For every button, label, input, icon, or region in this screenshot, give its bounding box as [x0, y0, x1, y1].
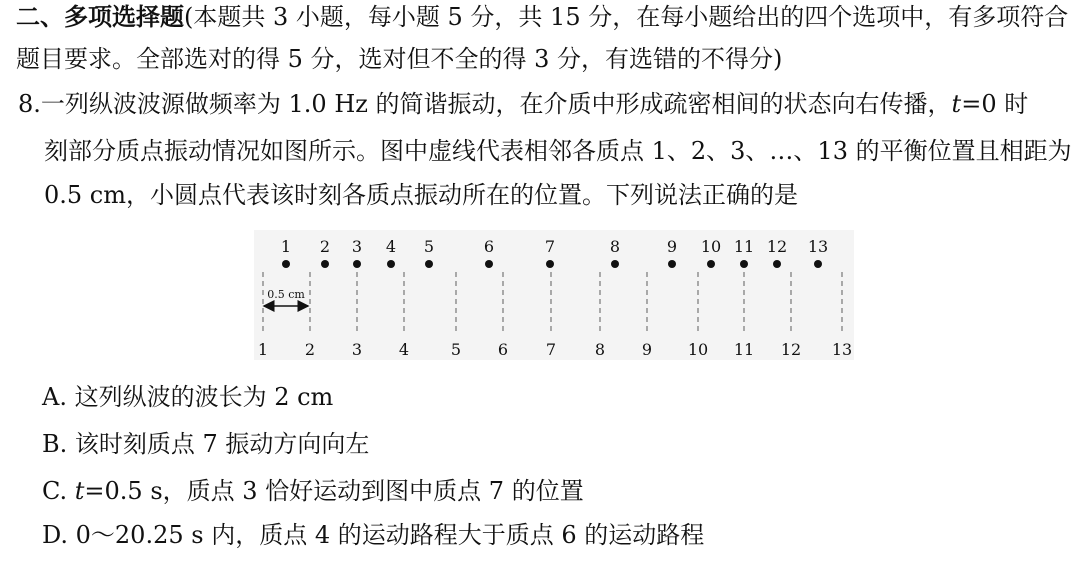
particle-dot-13 [814, 260, 822, 268]
time-variable: t [951, 90, 962, 118]
particle-dot-11 [740, 260, 748, 268]
equilibrium-label-8: 8 [594, 340, 606, 359]
option-c [42, 476, 584, 506]
section-instruction-line2: 题目要求。全部选对的得 5 分，选对但不全的得 3 分，有选错的不得分) [16, 45, 783, 73]
question-stem-line1 [18, 89, 1028, 119]
particle-dot-5 [425, 260, 433, 268]
option-c-prefix: C. [42, 477, 75, 505]
equilibrium-label-7: 7 [545, 340, 557, 359]
wave-figure-svg [254, 230, 854, 360]
particle-label-3: 3 [351, 237, 363, 256]
equilibrium-label-12: 12 [780, 340, 802, 359]
particle-dot-12 [773, 260, 781, 268]
particle-label-9: 9 [666, 237, 678, 256]
equilibrium-label-11: 11 [733, 340, 755, 359]
particle-label-11: 11 [733, 237, 755, 256]
particle-dot-6 [485, 260, 493, 268]
particle-dot-10 [707, 260, 715, 268]
particle-label-8: 8 [609, 237, 621, 256]
section-heading [16, 2, 1068, 32]
equilibrium-label-13: 13 [831, 340, 853, 359]
particle-label-7: 7 [544, 237, 556, 256]
wave-figure [254, 230, 854, 360]
stem-text-1a: 一列纵波波源做频率为 1.0 Hz 的简谐振动，在介质中形成疏密相间的状态向右传播， [40, 90, 952, 118]
particle-dot-1 [282, 260, 290, 268]
particle-dot-9 [668, 260, 676, 268]
option-d: D. 0～20.25 s 内，质点 4 的运动路程大于质点 6 的运动路程 [42, 521, 705, 549]
particle-label-2: 2 [319, 237, 331, 256]
equilibrium-label-3: 3 [351, 340, 363, 359]
section-title: 二、多项选择题 [16, 2, 184, 31]
particle-dot-4 [387, 260, 395, 268]
particle-label-4: 4 [385, 237, 397, 256]
equilibrium-label-5: 5 [450, 340, 462, 359]
spacing-label: 0.5 cm [267, 288, 305, 301]
equilibrium-label-9: 9 [641, 340, 653, 359]
particle-dot-7 [546, 260, 554, 268]
particle-label-13: 13 [807, 237, 829, 256]
equilibrium-label-6: 6 [497, 340, 509, 359]
equilibrium-label-2: 2 [304, 340, 316, 359]
option-a: A. 这列纵波的波长为 2 cm [42, 383, 334, 411]
particle-dot-8 [611, 260, 619, 268]
question-number: 8. [18, 90, 41, 118]
option-c-text: =0.5 s，质点 3 恰好运动到图中质点 7 的位置 [84, 477, 584, 505]
particle-dot-2 [321, 260, 329, 268]
equilibrium-label-1: 1 [257, 340, 269, 359]
particle-label-5: 5 [423, 237, 435, 256]
particle-label-12: 12 [766, 237, 788, 256]
equilibrium-label-4: 4 [398, 340, 410, 359]
particle-label-10: 10 [700, 237, 722, 256]
particle-label-1: 1 [280, 237, 292, 256]
question-stem-line2: 刻部分质点振动情况如图所示。图中虚线代表相邻各质点 1、2、3、…、13 的平衡位置且相距为 [44, 137, 1072, 165]
question-stem-line3: 0.5 cm，小圆点代表该时刻各质点振动所在的位置。下列说法正确的是 [44, 181, 798, 209]
option-b: B. 该时刻质点 7 振动方向向左 [42, 430, 370, 458]
particle-dot-3 [353, 260, 361, 268]
option-c-time-variable: t [74, 477, 85, 505]
section-instruction-line1: (本题共 3 小题，每小题 5 分，共 15 分，在每小题给出的四个选项中，有多项符合 [184, 3, 1069, 31]
particle-label-6: 6 [483, 237, 495, 256]
stem-text-1b: =0 时 [961, 90, 1029, 118]
equilibrium-label-10: 10 [687, 340, 709, 359]
